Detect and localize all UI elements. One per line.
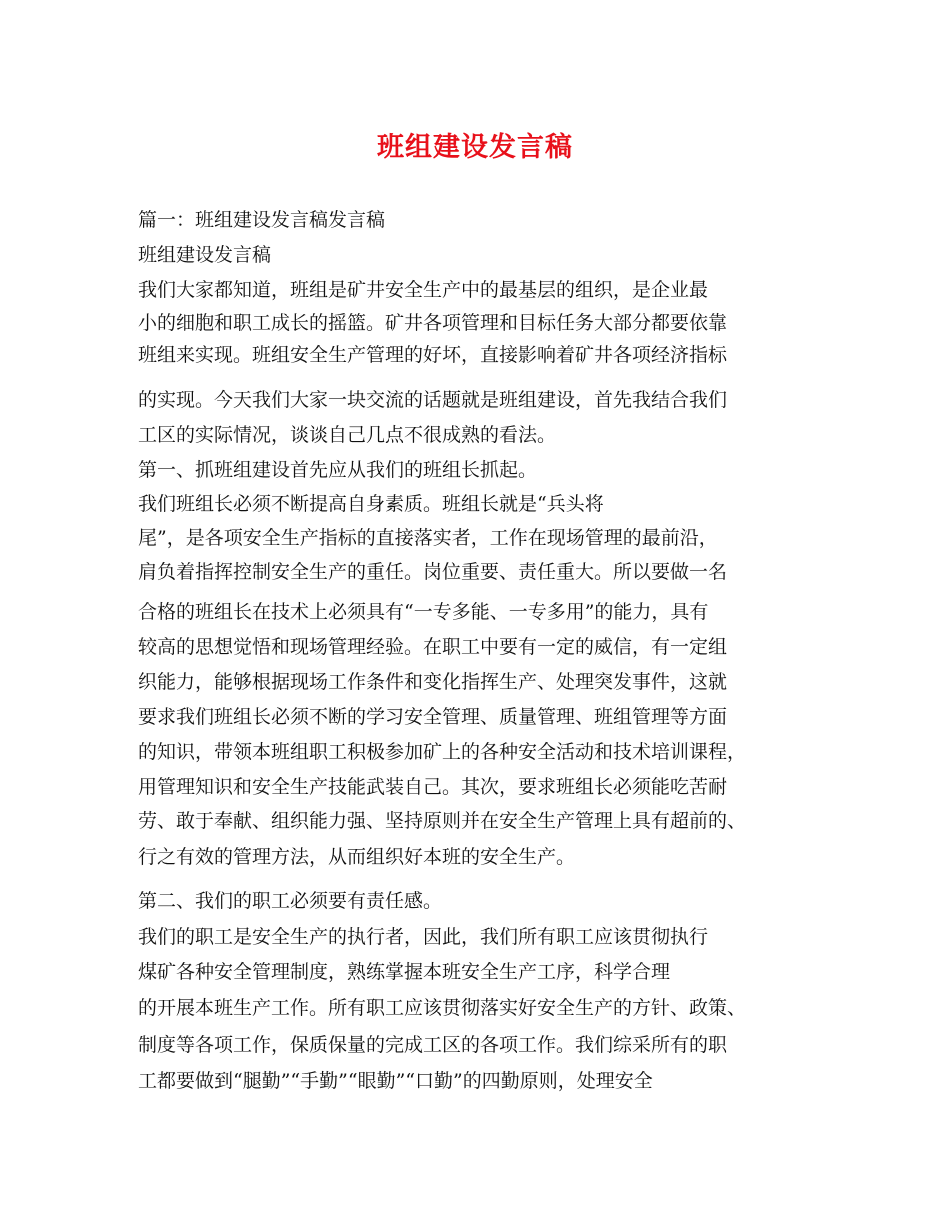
paragraph-line: 我们的职工是安全生产的执行者，因此，我们所有职工应该贯彻执行 [138,926,709,948]
document-title: 班组建设发言稿 [377,132,573,163]
paragraph-line: 我们大家都知道，班组是矿井安全生产中的最基层的组织，是企业最 [138,279,709,301]
point-heading-2: 第二、我们的职工必须要有责任感。 [138,890,443,912]
paragraph-line: 尾”，是各项安全生产指标的直接落实者，工作在现场管理的最前沿， [138,527,718,549]
paragraph-line: 的实现。今天我们大家一块交流的话题就是班组建设，首先我结合我们 [138,389,728,411]
subtitle-line: 班组建设发言稿 [138,244,272,266]
paragraph-line: 行之有效的管理方法，从而组织好本班的安全生产。 [138,846,576,868]
paragraph-line: 较高的思想觉悟和现场管理经验。在职工中要有一定的威信，有一定组 [138,636,728,658]
paragraph-line: 劳、敢于奉献、组织能力强、坚持原则并在安全生产管理上具有超前的、 [138,810,747,832]
paragraph-line: 制度等各项工作，保质保量的完成工区的各项工作。我们综采所有的职 [138,1034,728,1056]
section-heading: 篇一：班组建设发言稿发言稿 [138,209,386,231]
paragraph-line: 合格的班组长在技术上必须具有“一专多能、一专多用”的能力，具有 [138,601,709,623]
paragraph-line: 我们班组长必须不断提高自身素质。班组长就是“兵头将 [138,493,604,515]
paragraph-line: 工区的实际情况，谈谈自己几点不很成熟的看法。 [138,424,557,446]
paragraph-line: 用管理知识和安全生产技能武装自己。其次，要求班组长必须能吃苦耐 [138,776,728,798]
point-heading-1: 第一、抓班组建设首先应从我们的班组长抓起。 [138,459,538,481]
paragraph-line: 织能力，能够根据现场工作条件和变化指挥生产、处理突发事件，这就 [138,671,728,693]
paragraph-line: 肩负着指挥控制安全生产的重任。岗位重要、责任重大。所以要做一名 [138,561,728,583]
paragraph-line: 小的细胞和职工成长的摇篮。矿井各项管理和目标任务大部分都要依靠 [138,312,728,334]
paragraph-line: 煤矿各种安全管理制度，熟练掌握本班安全生产工序，科学合理 [138,961,671,983]
paragraph-line: 班组来实现。班组安全生产管理的好坏，直接影响着矿井各项经济指标 [138,344,728,366]
paragraph-line: 的知识，带领本班组职工积极参加矿上的各种安全活动和技术培训课程， [138,741,747,763]
paragraph-line: 要求我们班组长必须不断的学习安全管理、质量管理、班组管理等方面 [138,706,728,728]
paragraph-line: 的开展本班生产工作。所有职工应该贯彻落实好安全生产的方针、政策、 [138,997,747,1019]
paragraph-line: 工都要做到“腿勤”“手勤”“眼勤”“口勤”的四勤原则，处理安全 [138,1070,653,1092]
